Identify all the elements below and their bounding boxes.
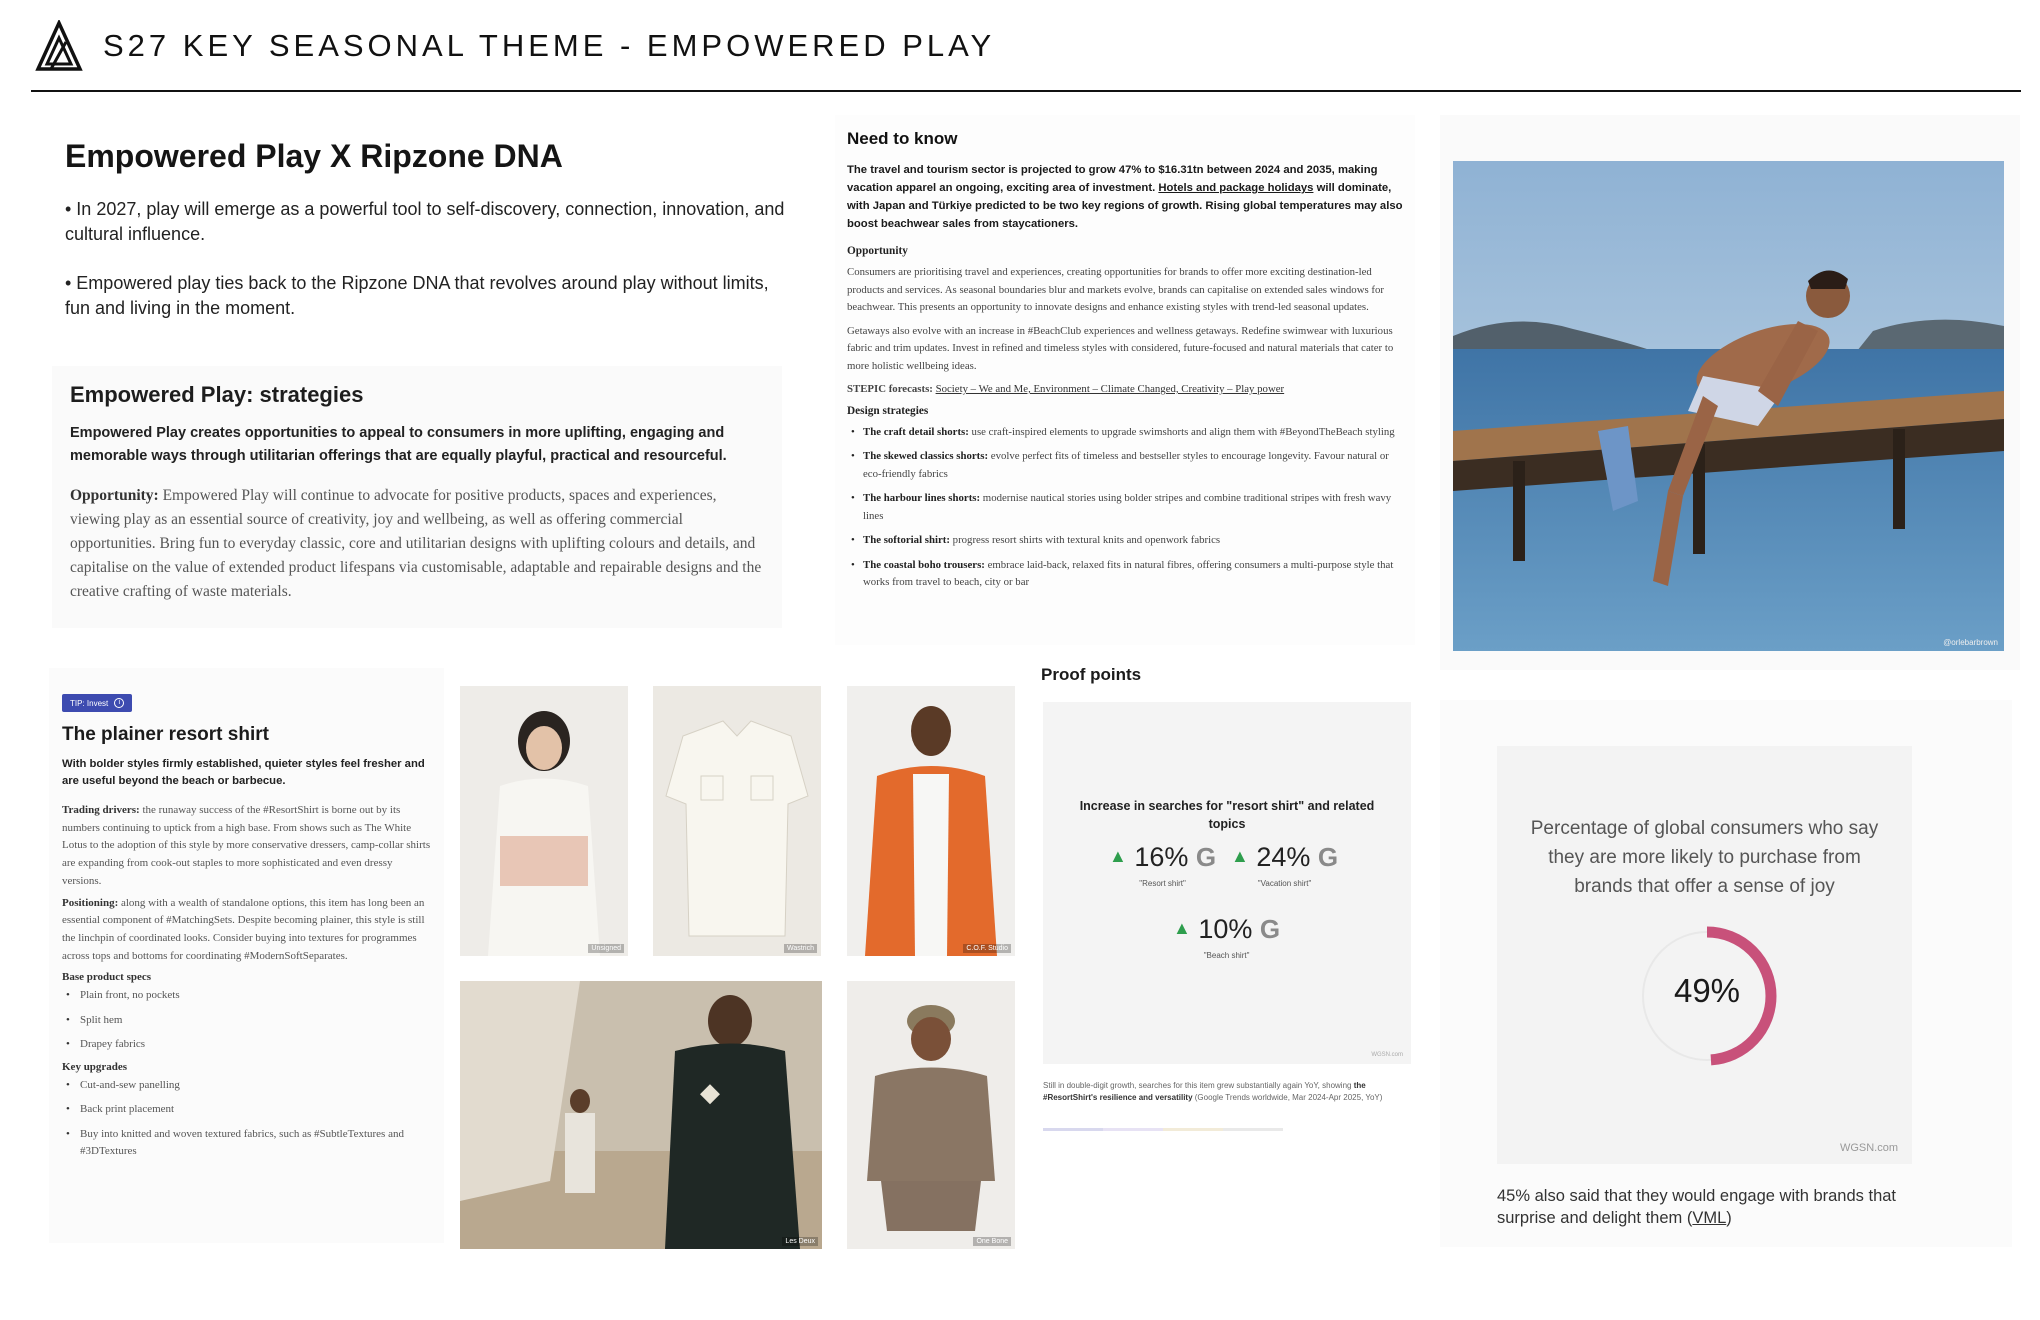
list-item — [847, 424, 1403, 442]
proof-divider — [1043, 1128, 1283, 1131]
white-shirt-model-image — [460, 686, 628, 956]
joy-value: 49% — [1673, 972, 1741, 1009]
stat-value: 24% — [1256, 842, 1311, 872]
proof-points-title: Proof points — [1041, 665, 1142, 684]
need-to-know-lead — [847, 161, 1403, 233]
proof-heading: Increase in searches for "resort shirt" and related topics — [1079, 799, 1375, 831]
list-item — [847, 557, 1403, 592]
list-item: • Cut-and-sew panelling — [62, 1077, 431, 1095]
lead-text: will dominate, with Japan and Türkiye predicted to be two key regions of growth. Rising global temperatures may also boost beachwear sales from staycationers. — [847, 182, 1403, 230]
strategies-title: Empowered Play: strategies — [70, 382, 364, 407]
photo-credit: Wastrich — [784, 944, 817, 953]
trading-drivers-text: the runaway success of the #ResortShirt is borne out by its numbers continuing to uptick from a high base. From shows such as The White Lotus to the adoption of this style by more conservative dressers, camp-collar shirts are expanding from cook-out staples to more sophisticated and even dressy versions. — [62, 804, 431, 887]
up-arrow-icon: ▲ — [1173, 918, 1191, 938]
joy-note — [1497, 1185, 1937, 1229]
strategy-label: The craft detail shorts: — [863, 425, 969, 438]
list-item: • Split hem — [62, 1012, 431, 1030]
stat-beach-shirt — [1173, 914, 1280, 960]
stepic-forecasts — [847, 381, 1403, 399]
product-photo-white-shirt-model — [460, 686, 628, 956]
hotels-link[interactable]: Hotels and package holidays — [1158, 182, 1314, 194]
joy-stat-card — [1497, 746, 1912, 1164]
product-photo-cream-shirt — [653, 686, 821, 956]
key-upgrades-title: Key upgrades — [62, 1060, 128, 1073]
list-item: • Buy into knitted and woven textured fabrics, such as #SubtleTextures and #3DTextures — [62, 1126, 431, 1161]
list-item: • Drapey fabrics — [62, 1036, 431, 1054]
product-photo-group-outdoor — [460, 981, 822, 1249]
intro-bullet: • Empowered play ties back to the Ripzone DNA that revolves around play without limits, fun and living in the moment. — [65, 273, 769, 318]
strategy-text: use craft-inspired elements to upgrade swimshorts and align them with #BeyondTheBeach styling — [968, 425, 1395, 438]
hero-photo — [1453, 161, 2004, 651]
intro-section — [65, 138, 785, 345]
opportunity-text: Empowered Play will continue to advocate for positive products, spaces and experiences, viewing play as an essential source of creativity, joy and wellbeing, as well as offering commercial opportunities. Bring fun to everyday classic, core and utilitarian designs with uplifting colours and details, and capitalise on the value of extended product lifespans via customisable, adaptable and repairable designs and the creative crafting of waste materials. — [70, 487, 762, 600]
strategy-text: progress resort shirts with textural knits and openwork fabrics — [949, 534, 1221, 546]
intro-bullet: • In 2027, play will emerge as a powerful tool to self-discovery, connection, innovation, and cultural influence. — [65, 199, 785, 244]
product-photo-knit-set-model — [847, 981, 1015, 1249]
photo-credit: C.O.F. Studio — [963, 944, 1011, 953]
strategy-text: modernise nautical stories using bolder stripes and combine traditional stripes with fresh wavy lines — [863, 492, 1392, 522]
proof-note-text: (Google Trends worldwide, Mar 2024-Apr 2025, YoY) — [1192, 1093, 1383, 1102]
lead-text: The travel and tourism sector is projected to grow 47% to $16.31tn between 2024 and 2035, making vacation apparel an ongoing, exciting area of investment. — [847, 164, 1378, 194]
tip-badge-label: TIP: Invest — [70, 698, 109, 708]
strategy-text: evolve perfect fits of timeless and bestseller styles to encourage longevity. Favour natural or eco-friendly fabrics — [863, 450, 1389, 480]
strategies-opportunity — [70, 484, 764, 604]
stat-vacation-shirt — [1231, 842, 1338, 888]
resort-title: The plainer resort shirt — [62, 724, 269, 745]
joy-note-text: 45% also said that they would engage with brands that surprise and delight them ( — [1497, 1187, 1897, 1227]
joy-heading: Percentage of global consumers who say they are more likely to purchase from brands that offer a sense of joy — [1530, 818, 1879, 897]
base-specs-title: Base product specs — [62, 971, 152, 984]
info-icon[interactable]: i — [114, 698, 124, 708]
positioning-label: Positioning: — [62, 896, 119, 909]
knit-set-model-image — [847, 981, 1015, 1249]
proof-points-card — [1043, 702, 1411, 1064]
hero-photo-credit: @orlebarbrown — [1943, 638, 1998, 647]
need-to-know-title: Need to know — [847, 129, 958, 148]
intro-title: Empowered Play X Ripzone DNA — [65, 138, 563, 174]
trading-drivers — [62, 802, 431, 891]
proof-note-text: Still in double-digit growth, searches for this item grew substantially again YoY, showing — [1043, 1081, 1354, 1090]
list-item — [847, 448, 1403, 483]
design-strategies-list — [847, 424, 1403, 592]
stat-resort-shirt — [1109, 842, 1216, 888]
strategy-label: The harbour lines shorts: — [863, 492, 981, 504]
positioning-text: along with a wealth of standalone options, this item has long been an essential component of #MatchingSets. Despite becoming plainer, this style is still the linchpin of coordinated looks. Consider buying into textures for programmes across tops and bottoms for coordinating #ModernSoftSeparates. — [62, 896, 425, 962]
cream-shirt-image — [653, 686, 821, 956]
proof-note — [1043, 1080, 1413, 1104]
stat-label: "Vacation shirt" — [1257, 879, 1312, 888]
strategy-text: embrace laid-back, relaxed fits in natural fibres, offering consumers a multi-purpose style that works from travel to beach, city or bar — [863, 558, 1394, 588]
photo-credit: Les Deux — [782, 1237, 818, 1246]
trading-drivers-label: Trading drivers: — [62, 804, 140, 816]
proof-note-bold: the #ResortShirt's resilience and versatility — [1043, 1081, 1366, 1102]
opportunity-paragraph: Getaways also evolve with an increase in #BeachClub experiences and wellness getaways. Redefine swimwear with luxurious fabric and trim updates. Invest in refined and timeless styles with considered, future-focused and natural materials that cater to more holistic wellbeing ideas. — [847, 324, 1394, 372]
opportunity-label: Opportunity: — [70, 487, 159, 504]
stat-label: "Beach shirt" — [1203, 951, 1250, 960]
shirt-back-print: ◆ — [700, 1078, 720, 1107]
stat-value: 16% — [1134, 842, 1189, 872]
page-title: S27 KEY SEASONAL THEME - EMPOWERED PLAY — [103, 28, 996, 63]
stepic-links[interactable]: Society – We and Me, Environment – Climate Changed, Creativity – Play power — [935, 383, 1285, 395]
photo-credit: Unsigned — [588, 944, 624, 953]
stat-label: "Resort shirt" — [1139, 879, 1186, 888]
positioning — [62, 895, 431, 966]
resort-lead: With bolder styles firmly established, quieter styles feel fresher and are useful beyond the beach or barbecue. — [62, 758, 425, 787]
google-icon: G — [1195, 842, 1217, 872]
list-item: • Plain front, no pockets — [62, 987, 431, 1005]
page-header — [31, 18, 2021, 92]
proof-source: WGSN.com — [1371, 1052, 1403, 1058]
photo-credit: One Bone — [973, 1237, 1011, 1246]
list-item: • Back print placement — [62, 1101, 431, 1119]
opportunity-paragraph: Consumers are prioritising travel and experiences, creating opportunities for brands to offer more exciting destination-led products and services. As seasonal boundaries blur and markets evolve, brands can capitalise on extended sales windows for beachwear. This presents an opportunity to innovate designs and enhance existing styles with trend-led seasonal updates. — [847, 266, 1384, 313]
list-item — [847, 532, 1403, 550]
stepic-label: STEPIC forecasts: — [847, 383, 933, 395]
base-specs-list — [62, 987, 431, 1054]
google-icon: G — [1317, 842, 1339, 872]
google-icon: G — [1259, 914, 1281, 944]
brand-logo-icon — [35, 20, 83, 72]
group-outdoor-image — [460, 981, 822, 1249]
product-photo-orange-shirt-model — [847, 686, 1015, 956]
strategy-label: The skewed classics shorts: — [863, 450, 989, 462]
up-arrow-icon: ▲ — [1109, 846, 1127, 866]
strategies-panel — [52, 366, 782, 628]
tip-badge — [62, 694, 132, 712]
strategies-lead: Empowered Play creates opportunities to appeal to consumers in more uplifting, engaging and memorable ways through utilitarian offerings that are equally playful, practical and resourceful. — [70, 425, 727, 464]
key-upgrades-list — [62, 1077, 431, 1161]
opportunity-title: Opportunity — [847, 245, 908, 257]
need-to-know-panel — [835, 115, 1415, 645]
strategy-label: The coastal boho trousers: — [863, 558, 985, 571]
vml-link[interactable]: VML — [1692, 1209, 1727, 1227]
stat-value: 10% — [1198, 914, 1253, 944]
strategy-label: The softorial shirt: — [863, 534, 950, 546]
resort-shirt-panel — [49, 668, 444, 1243]
orange-shirt-model-image — [847, 686, 1015, 956]
man-on-pier-image — [1453, 161, 2004, 651]
joy-source: WGSN.com — [1839, 1142, 1898, 1154]
design-strategies-title: Design strategies — [847, 404, 929, 417]
up-arrow-icon: ▲ — [1231, 846, 1249, 866]
list-item — [847, 490, 1403, 525]
joy-note-text: ) — [1726, 1209, 1732, 1227]
